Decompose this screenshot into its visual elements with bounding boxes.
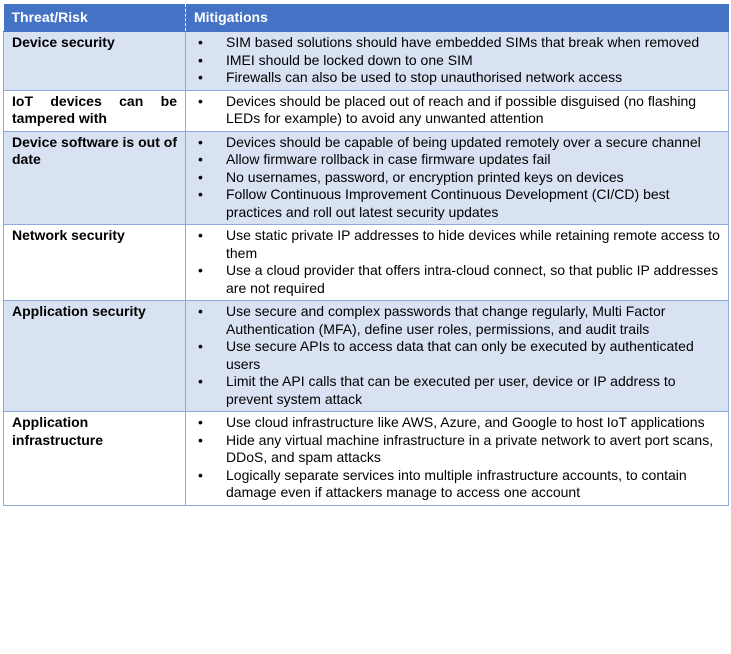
table-row bbox=[4, 32, 729, 91]
threat-cell bbox=[4, 225, 186, 301]
mitigations-cell bbox=[186, 90, 729, 131]
mitigation-item: • Use static private IP addresses to hide devices while retaining remote access to them bbox=[190, 227, 720, 262]
mitigation-item: • Use secure and complex passwords that change regularly, Multi Factor Authentication (MFA), define user roles, permissions, and audit trails bbox=[190, 303, 720, 338]
mitigations-cell bbox=[186, 131, 729, 225]
threat-mitigation-table bbox=[3, 4, 729, 506]
threat-label: IoT devices can be tampered with bbox=[12, 92, 177, 126]
mitigation-item: • Logically separate services into multiple infrastructure accounts, to contain damage even if attackers manage to access one account bbox=[190, 467, 720, 502]
mitigation-item: • Follow Continuous Improvement Continuous Development (CI/CD) best practices and roll out latest security updates bbox=[190, 186, 720, 221]
threat-cell bbox=[4, 32, 186, 91]
threat-cell bbox=[4, 90, 186, 131]
header-row bbox=[4, 4, 729, 32]
table-row bbox=[4, 90, 729, 131]
table-row bbox=[4, 225, 729, 301]
table-row bbox=[4, 301, 729, 412]
mitigation-item: • No usernames, password, or encryption printed keys on devices bbox=[190, 169, 720, 187]
threat-cell bbox=[4, 301, 186, 412]
header-mitigations: Mitigations bbox=[186, 4, 729, 32]
mitigation-item: • Firewalls can also be used to stop unauthorised network access bbox=[190, 69, 720, 87]
mitigation-item: • Use a cloud provider that offers intra-cloud connect, so that public IP addresses are not required bbox=[190, 262, 720, 297]
threat-label: Network security bbox=[12, 227, 125, 243]
mitigations-cell bbox=[186, 301, 729, 412]
mitigation-item: • Limit the API calls that can be executed per user, device or IP address to prevent system attack bbox=[190, 373, 720, 408]
threat-label: Device software is out of date bbox=[12, 133, 177, 167]
mitigation-item: • SIM based solutions should have embedded SIMs that break when removed bbox=[190, 34, 720, 52]
mitigation-item: • Use secure APIs to access data that can only be executed by authenticated users bbox=[190, 338, 720, 373]
table-row bbox=[4, 412, 729, 506]
mitigation-item: • Hide any virtual machine infrastructure in a private network to avert port scans, DDoS, and spam attacks bbox=[190, 432, 720, 467]
threat-cell bbox=[4, 131, 186, 225]
threat-label: Application infrastructure bbox=[12, 414, 104, 448]
mitigations-cell bbox=[186, 32, 729, 91]
mitigation-item: • Devices should be capable of being updated remotely over a secure channel bbox=[190, 134, 720, 152]
header-threat-risk: Threat/Risk bbox=[4, 4, 186, 32]
mitigation-item: • IMEI should be locked down to one SIM bbox=[190, 52, 720, 70]
mitigation-item: • Use cloud infrastructure like AWS, Azure, and Google to host IoT applications bbox=[190, 414, 720, 432]
threat-cell bbox=[4, 412, 186, 506]
mitigations-cell bbox=[186, 225, 729, 301]
table-row bbox=[4, 131, 729, 225]
mitigations-cell bbox=[186, 412, 729, 506]
threat-label: Application security bbox=[12, 303, 146, 319]
threat-label: Device security bbox=[12, 34, 115, 50]
mitigation-item: • Devices should be placed out of reach and if possible disguised (no flashing LEDs for example) to avoid any unwanted attention bbox=[190, 93, 720, 128]
mitigation-item: • Allow firmware rollback in case firmware updates fail bbox=[190, 151, 720, 169]
